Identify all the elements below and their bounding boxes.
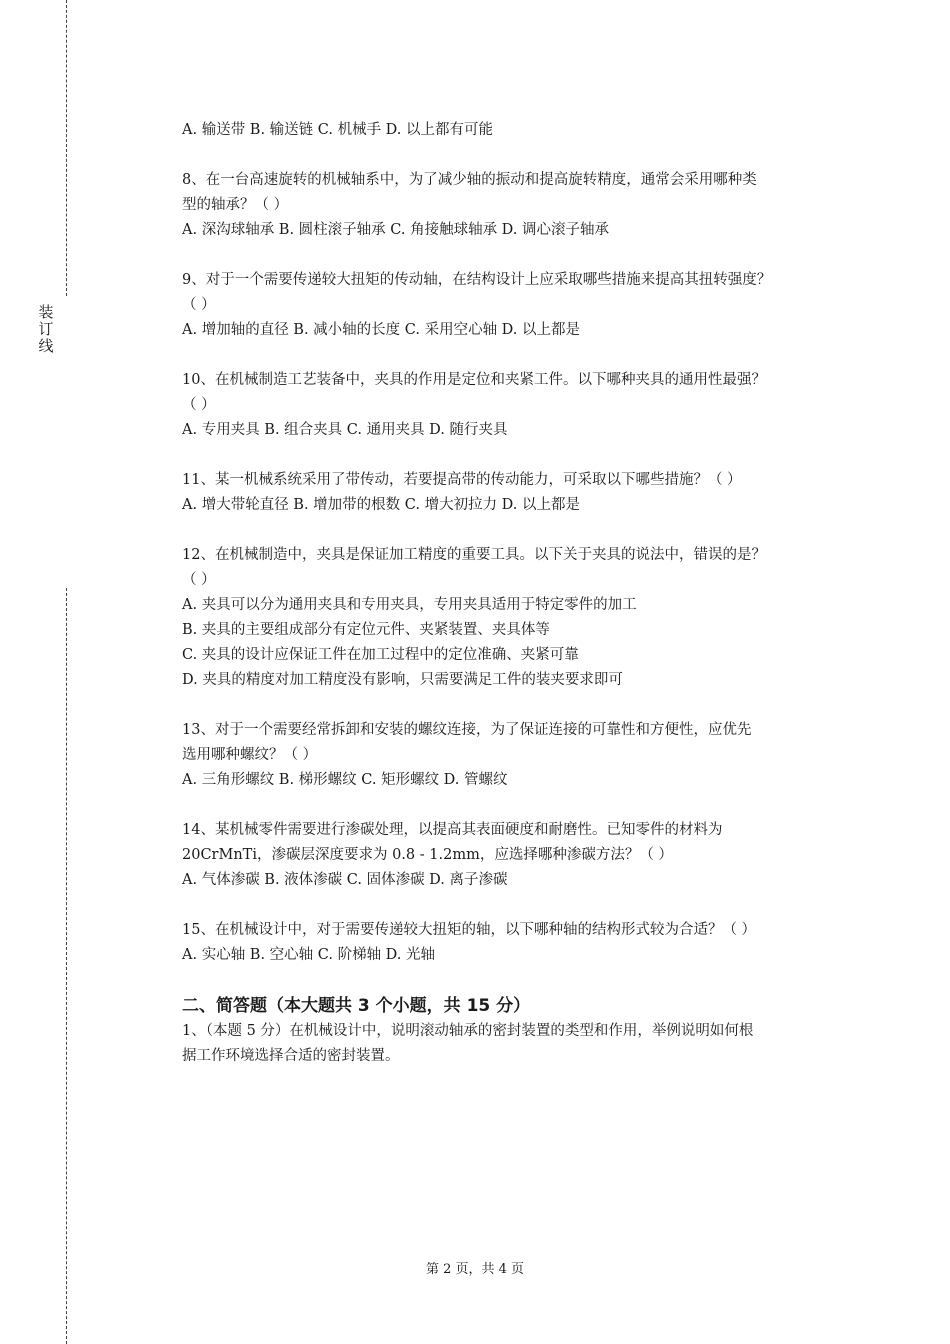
question-block (182, 818, 862, 893)
question-stem-line: 8、在一台高速旋转的机械轴系中，为了减少轴的振动和提高旋转精度，通常会采用哪种类 (182, 172, 757, 188)
exam-content (182, 118, 862, 1069)
question-stem-line: 11、某一机械系统采用了带传动，若要提高带的传动能力，可采取以下哪些措施？（ ） (182, 472, 742, 488)
question-options-line: A. 三角形螺纹 B. 梯形螺纹 C. 矩形螺纹 D. 管螺纹 (182, 772, 508, 788)
binding-dashed-line-bottom (66, 588, 67, 1344)
question-stem-line: （ ） (182, 397, 216, 413)
question-options-line: D. 夹具的精度对加工精度没有影响，只需要满足工件的装夹要求即可 (182, 672, 623, 688)
question-options-line: A. 输送带 B. 输送链 C. 机械手 D. 以上都有可能 (182, 122, 494, 138)
question-stem-line: 10、在机械制造工艺装备中，夹具的作用是定位和夹紧工件。以下哪种夹具的通用性最强？ (182, 372, 766, 388)
question-stem-line: 选用哪种螺纹？（ ） (182, 747, 318, 763)
question-options-line: A. 专用夹具 B. 组合夹具 C. 通用夹具 D. 随行夹具 (182, 422, 508, 438)
question-block (182, 268, 862, 343)
section-title: 二、简答题（本大题共 3 个小题，共 15 分） (182, 996, 531, 1016)
question-block (182, 918, 862, 968)
question-options-line: A. 夹具可以分为通用夹具和专用夹具，专用夹具适用于特定零件的加工 (182, 597, 637, 613)
question-list (182, 118, 862, 968)
question-stem-line: 14、某机械零件需要进行渗碳处理，以提高其表面硬度和耐磨性。已知零件的材料为 (182, 822, 723, 838)
question-stem-line: 9、对于一个需要传递较大扭矩的传动轴，在结构设计上应采取哪些措施来提高其扭转强度？ (182, 272, 772, 288)
question-stem-line: 12、在机械制造中，夹具是保证加工精度的重要工具。以下关于夹具的说法中，错误的是？ (182, 547, 766, 563)
question-stem-line: 13、对于一个需要经常拆卸和安装的螺纹连接，为了保证连接的可靠性和方便性，应优先 (182, 722, 752, 738)
page-footer: 第 2 页，共 4 页 (425, 1262, 525, 1277)
binding-dashed-line-top (66, 0, 67, 296)
question-stem-line: 15、在机械设计中，对于需要传递较大扭矩的轴，以下哪种轴的结构形式较为合适？（ ） (182, 922, 757, 938)
question-options-line: A. 实心轴 B. 空心轴 C. 阶梯轴 D. 光轴 (182, 947, 436, 963)
question-stem-line: （ ） (182, 572, 216, 588)
question-block (182, 168, 862, 243)
short-answer-section (182, 993, 862, 1069)
question-block (182, 118, 862, 143)
question-options-line: A. 增大带轮直径 B. 增加带的根数 C. 增大初拉力 D. 以上都是 (182, 497, 581, 513)
question-options-line: C. 夹具的设计应保证工件在加工过程中的定位准确、夹紧可靠 (182, 647, 579, 663)
binding-line-label: 装订线 (38, 303, 54, 355)
question-block (182, 368, 862, 443)
question-options-line: A. 深沟球轴承 B. 圆柱滚子轴承 C. 角接触球轴承 D. 调心滚子轴承 (182, 222, 610, 238)
question-options-line: A. 增加轴的直径 B. 减小轴的长度 C. 采用空心轴 D. 以上都是 (182, 322, 581, 338)
question-stem-line: 型的轴承？（ ） (182, 197, 289, 213)
question-stem-line: （ ） (182, 297, 216, 313)
short-answer-question-1-line-1: 1、（本题 5 分）在机械设计中，说明滚动轴承的密封装置的类型和作用，举例说明如何根 (182, 1023, 754, 1039)
question-block (182, 718, 862, 793)
question-options-line: B. 夹具的主要组成部分有定位元件、夹紧装置、夹具体等 (182, 622, 550, 638)
question-stem-line: 20CrMnTi，渗碳层深度要求为 0.8 - 1.2mm，应选择哪种渗碳方法？（ ） (182, 847, 673, 863)
question-block (182, 468, 862, 518)
question-block (182, 543, 862, 693)
short-answer-question-1-line-2: 据工作环境选择合适的密封装置。 (182, 1048, 400, 1064)
question-options-line: A. 气体渗碳 B. 液体渗碳 C. 固体渗碳 D. 离子渗碳 (182, 872, 508, 888)
